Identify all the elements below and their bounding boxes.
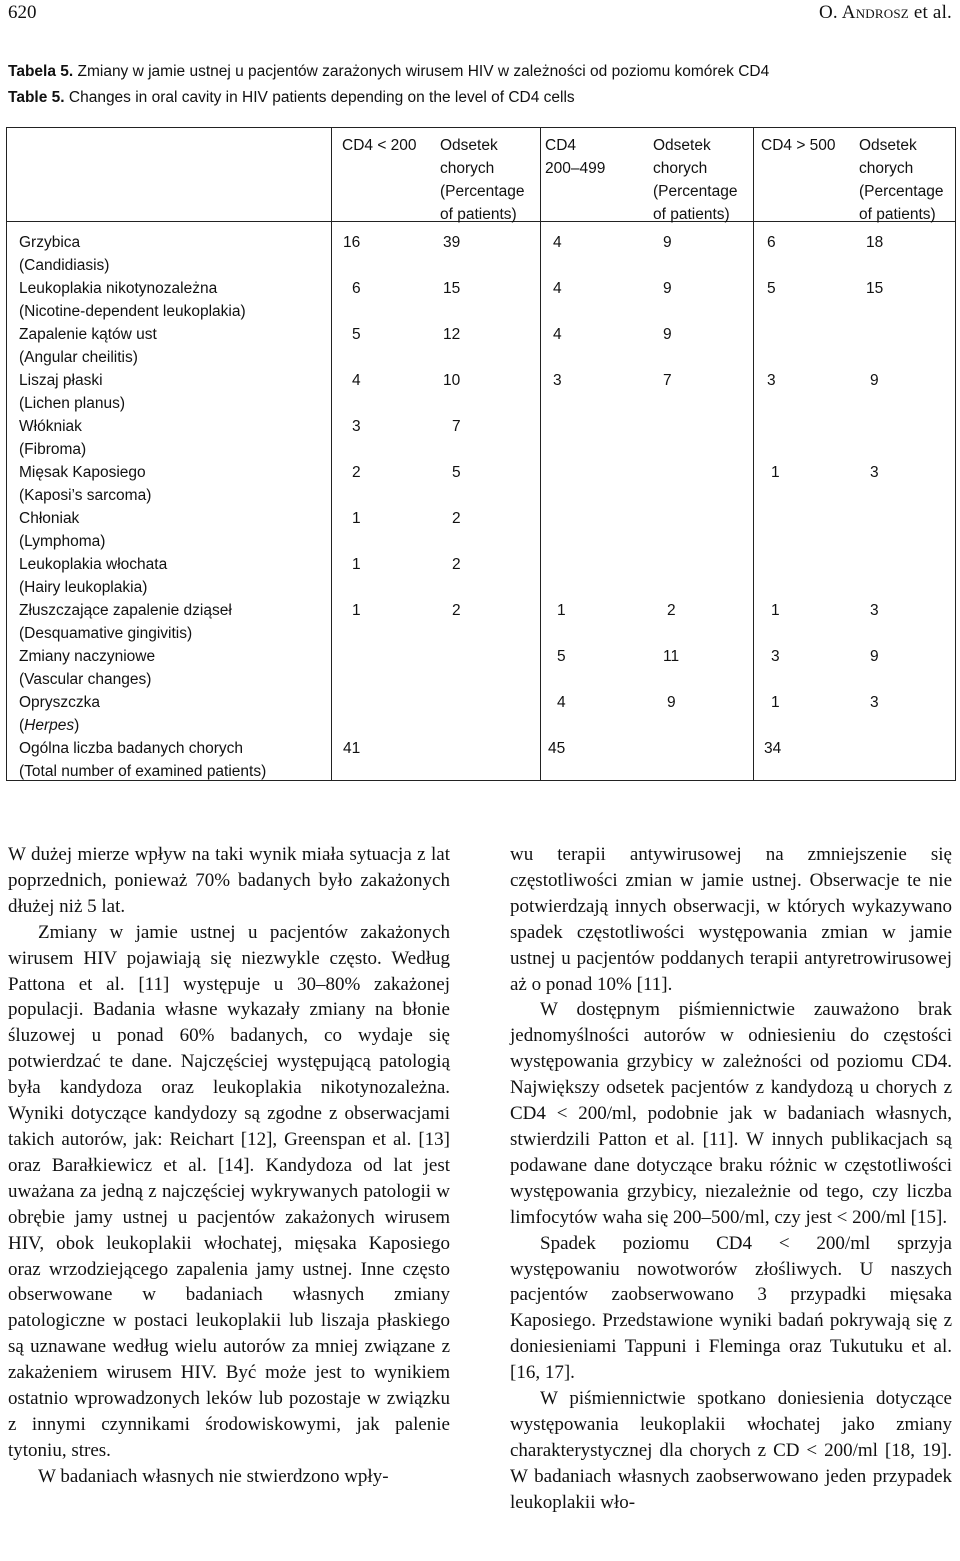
cell-value: 4 [557,694,566,711]
cell-value: 45 [548,740,566,757]
cell-value: 10 [443,372,461,389]
cell-value: 3 [870,602,879,619]
page-header [8,2,952,26]
row-label: Ogólna liczba badanych chorych (Total number of examined patients) [19,740,267,780]
cell-value: 41 [343,740,361,757]
row-label: Zapalenie kątów ust (Angular cheilitis) [19,326,157,366]
cell-value: 5 [352,326,361,343]
cell-value: 15 [443,280,461,297]
row-label: Leukoplakia włochata (Hairy leukoplakia) [19,556,168,596]
cell-value: 2 [452,556,461,573]
table-row [7,737,955,783]
cell-value: 5 [557,648,566,665]
cell-value: 7 [663,372,672,389]
cell-value: 18 [866,234,884,251]
author-initial: O. A [819,2,856,23]
cd4-changes-table [6,127,956,781]
cell-value: 2 [352,464,361,481]
cell-value: 39 [443,234,461,251]
cell-value: 5 [767,280,776,297]
row-label: Grzybica (Candidiasis) [19,234,110,274]
cell-value: 9 [870,648,879,665]
cell-value: 3 [352,418,361,435]
table-caption-polish [8,63,948,81]
cell-value: 1 [352,510,361,527]
cell-value: 3 [767,372,776,389]
table-row [7,599,955,645]
column-header: CD4 < 200 [342,137,417,154]
cell-value: 9 [663,326,672,343]
cell-value: 2 [452,510,461,527]
table-row [7,507,955,553]
cell-value: 9 [663,280,672,297]
table-row [7,231,955,277]
row-label: Złuszczające zapalenie dziąseł (Desquamative gingivitis) [19,602,232,642]
cell-value: 11 [663,648,680,665]
column-header: CD4 200–499 [545,137,606,177]
cell-value: 6 [352,280,361,297]
cell-value: 5 [452,464,461,481]
author-surname: ndrosz [855,2,909,23]
cell-value: 4 [553,280,562,297]
table-row [7,323,955,369]
paragraph: W dużej mierze wpływ na taki wynik miała sytuacja z lat poprzednich, ponieważ 70% badanych było zakażonych dłużej niż 5 lat. [8,844,450,917]
cell-value: 2 [667,602,676,619]
paragraph: W badaniach własnych nie stwierdzono wpły- [38,1465,389,1487]
cell-value: 9 [667,694,676,711]
column-header: CD4 > 500 [761,137,836,154]
cell-value: 3 [870,694,879,711]
paragraph: wu terapii antywirusowej na zmniejszenie się częstotliwości zmian w jamie ustnej. Obserwacje te nie potwierdzają innych obserwacji, w których wykazywano spadek częstotliwości występowania zmian w jamie ustnej u pacjentów poddanych terapii antyretrowirusowej aż o ponad 10% [11]. [510,844,952,995]
cell-value: 2 [452,602,461,619]
caption-label: Tabela 5. [8,63,74,80]
cell-value: 1 [352,602,361,619]
row-label: Chłoniak (Lymphoma) [19,510,106,550]
row-label: Włókniak (Fibroma) [19,418,87,458]
caption-text: Changes in oral cavity in HIV patients depending on the level of CD4 cells [64,89,575,106]
caption-text: Zmiany w jamie ustnej u pacjentów zarażonych wirusem HIV w zależności od poziomu komórek CD4 [73,63,770,80]
table-row [7,645,955,691]
row-label: Opryszczka (Herpes) [19,694,100,734]
cell-value: 1 [352,556,361,573]
row-label: Mięsak Kaposiego (Kaposi’s sarcoma) [19,464,152,504]
cell-value: 9 [663,234,672,251]
running-author [819,2,952,24]
table-row [7,691,955,737]
cell-value: 3 [870,464,879,481]
cell-value: 1 [771,602,780,619]
cell-value: 7 [452,418,461,435]
table-caption-english [8,89,948,107]
cell-value: 9 [870,372,879,389]
table-row [7,461,955,507]
cell-value: 6 [767,234,776,251]
page-number: 620 [8,2,37,23]
caption-label: Table 5. [8,89,65,106]
column-header: Odsetek chorych (Percentage of patients) [859,137,944,223]
cell-value: 1 [771,694,780,711]
paragraph: W piśmiennictwie spotkano doniesienia dotyczące występowania leukoplakii włochatej jako zmiany charakterystycznej dla chorych z CD < 200/ml [18, 19]. W badaniach własnych zaobserwowano jeden przypadek leukoplakii wło- [510,1388,952,1513]
column-header: Odsetek chorych (Percentage of patients) [653,137,738,223]
cell-value: 34 [764,740,782,757]
cell-value: 12 [443,326,461,343]
author-etal: et al. [908,2,952,23]
row-label: Liszaj płaski (Lichen planus) [19,372,125,412]
table-row [7,277,955,323]
cell-value: 1 [771,464,780,481]
paragraph: Spadek poziomu CD4 < 200/ml sprzyja występowaniu nowotworów złośliwych. U naszych pacjentów zaobserwowano 3 przypadki mięsaka Kaposiego. Przedstawione wyniki badań pokrywają się z doniesieniami Tappuni i Fleminga oraz Tukutuku et al. [16, 17]. [510,1232,952,1384]
cell-value: 15 [866,280,884,297]
paragraph: Zmiany w jamie ustnej u pacjentów zakażonych wirusem HIV pojawiają się niezwykle często. Według Pattona et al. [11] występuje u 30–80% zakażonej populacji. Badania własne wykazały zmiany na błonie śluzowej u ponad 60% badanych, co wydaje się potwierdzać te dane. Najczęściej występującą patologią była kandydoza oraz leukoplakia nikotynozależna. Wyniki dotyczące kandydozy są zgodne z obserwacjami takich autorów, jak: Reichart [12], Greenspan et al. [13] oraz Barałkiewicz et al. [14]. Kandydoza od lat jest uważana za jedną z najczęściej wykrywanych patologii w obrębie jamy ustnej u pacjentów zakażonych wirusem HIV, obok leukoplakii włochatej, mięsaka Kaposiego oraz wrzodziejącego zapalenia jamy ustnej. Inne często obserwowane w badaniach własnych zmiany patologiczne w postaci leukoplakii lub liszaja płaskiego są uznawane według wielu autorów za mniej związane z zakażeniem wirusem HIV. Być może jest to wynikiem ostatnio wprowadzonych leków lub pozostaje w związku z innymi czynnikami środowiskowymi, jak palenie tytoniu, stres. [8,921,450,1461]
column-header: Odsetek chorych (Percentage of patients) [440,137,525,223]
cell-value: 16 [343,234,361,251]
table-row [7,415,955,461]
paragraph: W dostępnym piśmiennictwie zauważono brak jednomyślności autorów w odniesieniu do częstości występowania grzybicy w zależności od poziomu CD4. Największy odsetek pacjentów z kandydozą u chorych z CD4 < 200/ml, podobnie jak w badaniach własnych, stwierdzili Patton et al. [11]. W innych publikacjach są podawane dane dotyczące braku różnic w częstotliwości występowania grzybicy, niezależnie od tego, czy liczba limfocytów waha się 200–500/ml, czy jest < 200/ml [15]. [510,999,952,1228]
table-row [7,553,955,599]
cell-value: 1 [557,602,566,619]
table-row [7,369,955,415]
body-column-right [510,842,952,1516]
cell-value: 4 [352,372,361,389]
row-label: Zmiany naczyniowe (Vascular changes) [19,648,156,688]
cell-value: 4 [553,326,562,343]
row-label: Leukoplakia nikotynozależna (Nicotine-dependent leukoplakia) [19,280,246,320]
cell-value: 3 [553,372,562,389]
body-column-left [8,842,450,1490]
cell-value: 4 [553,234,562,251]
cell-value: 3 [771,648,780,665]
